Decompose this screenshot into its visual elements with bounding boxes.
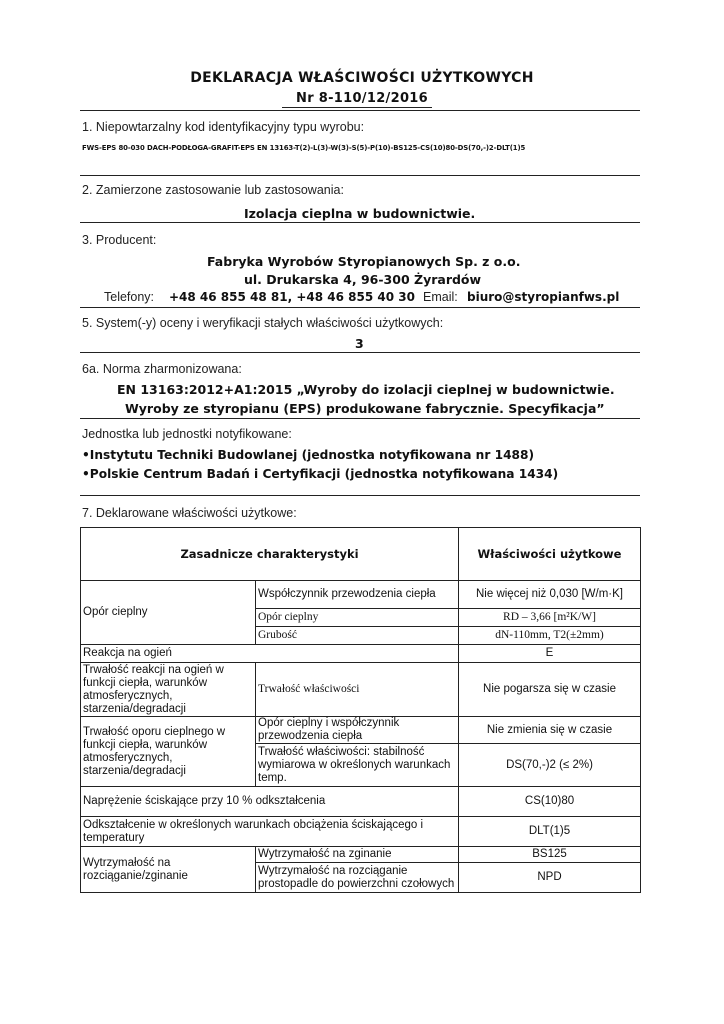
thermal-durability-a-value: Nie zmienia się w czasie [459, 717, 641, 744]
tensile-strength-name: Wytrzymałość na rozciąganie prostopadle do powierzchni czołowych [256, 863, 459, 893]
document-title: DEKLARACJA WŁAŚCIWOŚCI UŻYTKOWYCH [190, 70, 534, 86]
thermal-durability-a-name: Opór cieplny i współczynnik przewodzenia ciepła [256, 717, 459, 744]
thermal-durability-b-value: DS(70,-)2 (≤ 2%) [459, 744, 641, 787]
product-code: FWS-EPS 80-030 DACH-PODŁOGA-GRAFIT-EPS EN 13163-T(2)-L(3)-W(3)-S(5)-P(10)-BS125-CS(10)80-DS(70,-)2-DLT(1)5 [82, 144, 526, 152]
header-divider [80, 110, 640, 111]
table-row [81, 581, 641, 609]
fire-durability-name: Trwałość właściwości [256, 663, 459, 717]
bending-strength-value: BS125 [459, 847, 641, 863]
section2-divider [80, 222, 640, 223]
compressive-stress-name: Naprężenie ściskające przy 10 % odkształcenia [81, 787, 459, 817]
thickness-value: dN-110mm, T2(±2mm) [459, 627, 641, 645]
manufacturer-name: Fabryka Wyrobów Styropianowych Sp. z o.o. [207, 254, 521, 269]
avcp-system: 3 [355, 336, 364, 351]
declaration-number: Nr 8-110/12/2016 [296, 91, 428, 106]
fire-durability-group: Trwałość reakcji na ogień w funkcji ciepła, warunków atmosferycznych, starzenia/degradacji [81, 663, 256, 717]
deformation-value: DLT(1)5 [459, 817, 641, 847]
strength-group: Wytrzymałość na rozciąganie/zginanie [81, 847, 256, 893]
section1-label: 1. Niepowtarzalny kod identyfikacyjny typu wyrobu: [82, 120, 365, 134]
section5-divider [80, 352, 640, 353]
section6a-label: 6a. Norma zharmonizowana: [82, 362, 242, 376]
table-row [81, 787, 641, 817]
header-performance: Właściwości użytkowe [459, 528, 641, 581]
table-row [81, 847, 641, 863]
notified-body-1: •Instytutu Techniki Budowlanej (jednostka notyfikowana nr 1488) [82, 448, 535, 462]
thermal-durability-group: Trwałość oporu cieplnego w funkcji ciepła, warunków atmosferycznych, starzenia/degradacji [81, 717, 256, 787]
bending-strength-name: Wytrzymałość na zginanie [256, 847, 459, 863]
table-header-row [81, 528, 641, 581]
notified-bodies-label: Jednostka lub jednostki notyfikowane: [82, 427, 292, 441]
section1-divider [80, 175, 640, 176]
section6-divider [80, 495, 640, 496]
thermal-resistance-name: Opór cieplny [256, 609, 459, 627]
notified-body-2: •Polskie Centrum Badań i Certyfikacji (jednostka notyfikowana 1434) [82, 467, 559, 481]
manufacturer-address: ul. Drukarska 4, 96-300 Żyrardów [244, 272, 482, 287]
harmonised-standard-line1: EN 13163:2012+A1:2015 „Wyroby do izolacji cieplnej w budownictwie. [117, 382, 615, 397]
reaction-to-fire-name: Reakcja na ogień [81, 645, 459, 663]
thickness-name: Grubość [256, 627, 459, 645]
thermal-resistance-group: Opór cieplny [81, 581, 256, 645]
email-address[interactable]: biuro@styropianfws.pl [467, 290, 620, 304]
section2-label: 2. Zamierzone zastosowanie lub zastosowania: [82, 183, 344, 197]
number-underline [282, 107, 432, 108]
performance-table [80, 527, 641, 893]
reaction-to-fire-value: E [459, 645, 641, 663]
thermal-resistance-value: RD – 3,66 [m²K/W] [459, 609, 641, 627]
phone-label: Telefony: [104, 290, 155, 304]
section7-label: 7. Deklarowane właściwości użytkowe: [82, 506, 297, 520]
section5-label: 5. System(-y) oceny i weryfikacji stałych właściwości użytkowych: [82, 316, 444, 330]
thermal-durability-b-name: Trwałość właściwości: stabilność wymiarowa w określonych warunkach temp. [256, 744, 459, 787]
intended-use: Izolacja cieplna w budownictwie. [244, 206, 476, 221]
harmonised-standard-line2: Wyroby ze styropianu (EPS) produkowane fabrycznie. Specyfikacja” [125, 401, 605, 416]
email-label: Email: [423, 290, 458, 304]
table-row [81, 817, 641, 847]
section3-label: 3. Producent: [82, 233, 157, 247]
header-characteristics: Zasadnicze charakterystyki [81, 528, 459, 581]
thermal-conductivity-value: Nie więcej niż 0,030 [W/m·K] [459, 581, 641, 609]
deformation-name: Odkształcenie w określonych warunkach obciążenia ściskającego i temperatury [81, 817, 459, 847]
tensile-strength-value: NPD [459, 863, 641, 893]
table-row [81, 663, 641, 717]
fire-durability-value: Nie pogarsza się w czasie [459, 663, 641, 717]
thermal-conductivity-name: Współczynnik przewodzenia ciepła [256, 581, 459, 609]
section6a-divider [80, 418, 640, 419]
section3-divider [80, 307, 640, 308]
compressive-stress-value: CS(10)80 [459, 787, 641, 817]
table-row [81, 717, 641, 744]
table-row [81, 645, 641, 663]
phone-numbers: +48 46 855 48 81, +48 46 855 40 30 [169, 290, 415, 304]
